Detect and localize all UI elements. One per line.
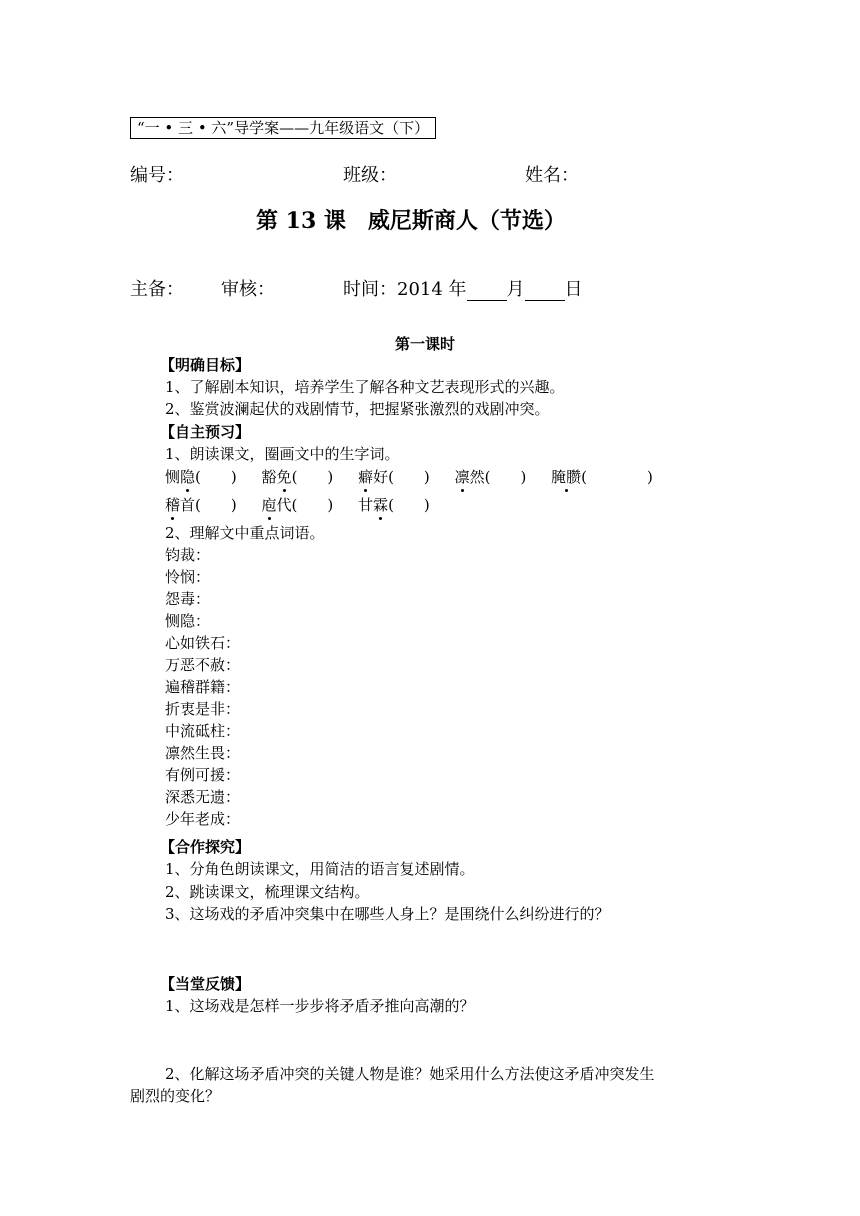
term-item: 中流砥柱： <box>165 722 241 740</box>
term-item: 折衷是非： <box>165 700 241 718</box>
feedback-question-1: 1、这场戏是怎样一步步将矛盾矛推向高潮的？ <box>165 997 475 1015</box>
vocab-row-2 <box>165 494 450 516</box>
feedback-question-2-line-1: 2、化解这场矛盾冲突的关键人物是谁？她采用什么方法使这矛盾冲突发生 <box>165 1065 655 1083</box>
term-item: 遍稽群籍： <box>165 678 241 696</box>
term-item: 怜悯： <box>165 568 211 586</box>
vocab-item: 腌臜( ) <box>551 468 653 486</box>
number-label: 编号： <box>130 165 184 186</box>
name-label: 姓名： <box>525 165 579 186</box>
preview-task-2: 2、理解文中重点词语。 <box>165 524 325 542</box>
cooperate-item-3: 3、这场戏的矛盾冲突集中在哪些人身上？是围绕什么纠纷进行的？ <box>165 905 610 923</box>
vocab-item: 庖代( ) <box>261 496 334 514</box>
class-label: 班级： <box>343 165 397 186</box>
term-item: 钧裁： <box>165 546 211 564</box>
lesson-title: 第 13 课 威尼斯商人（节选） <box>256 208 566 234</box>
term-item: 深悉无遗： <box>165 788 241 806</box>
month-label: 月 <box>506 279 525 300</box>
term-item: 恻隐： <box>165 612 211 630</box>
vocab-item: 恻隐( ) <box>165 468 237 486</box>
date-line <box>343 275 583 301</box>
vocab-row-1 <box>165 466 673 488</box>
goals-heading: 【明确目标】 <box>160 356 251 374</box>
review-label: 审核： <box>221 279 275 300</box>
vocab-item: 凛然( ) <box>454 468 527 486</box>
goal-item-1: 1、了解剧本知识，培养学生了解各种文艺表现形式的兴趣。 <box>165 378 565 396</box>
term-item: 有例可援： <box>165 766 241 784</box>
term-list <box>165 544 240 830</box>
day-label: 日 <box>564 279 583 300</box>
vocab-item: 癖好( ) <box>358 468 430 486</box>
cooperate-heading: 【合作探究】 <box>160 838 251 856</box>
period-title: 第一课时 <box>395 335 456 353</box>
term-item: 万恶不赦： <box>165 656 241 674</box>
term-item: 心如铁石： <box>165 634 241 652</box>
goal-item-2: 2、鉴赏波澜起伏的戏剧情节，把握紧张激烈的戏剧冲突。 <box>165 400 550 418</box>
cooperate-item-2: 2、跳读课文，梳理课文结构。 <box>165 883 370 901</box>
day-blank <box>525 284 565 301</box>
time-label: 时间：2014 年 <box>343 279 467 300</box>
term-item: 凛然生畏： <box>165 744 241 762</box>
term-item: 少年老成： <box>165 810 241 828</box>
vocab-item: 豁免( ) <box>261 468 334 486</box>
term-item: 怨毒： <box>165 590 211 608</box>
series-box: “一 • 三 • 六”导学案——九年级语文（下） <box>130 117 436 139</box>
feedback-heading: 【当堂反馈】 <box>160 975 251 993</box>
cooperate-item-1: 1、分角色朗读课文，用简洁的语言复述剧情。 <box>165 860 475 878</box>
vocab-item: 稽首( ) <box>165 496 237 514</box>
lead-label: 主备： <box>130 279 184 300</box>
preview-task-1: 1、朗读课文，圈画文中的生字词。 <box>165 445 400 463</box>
vocab-item: 甘霖( ) <box>358 496 430 514</box>
month-blank <box>467 284 507 301</box>
feedback-question-2-line-2: 剧烈的变化？ <box>130 1087 221 1105</box>
preview-heading: 【自主预习】 <box>160 423 251 441</box>
